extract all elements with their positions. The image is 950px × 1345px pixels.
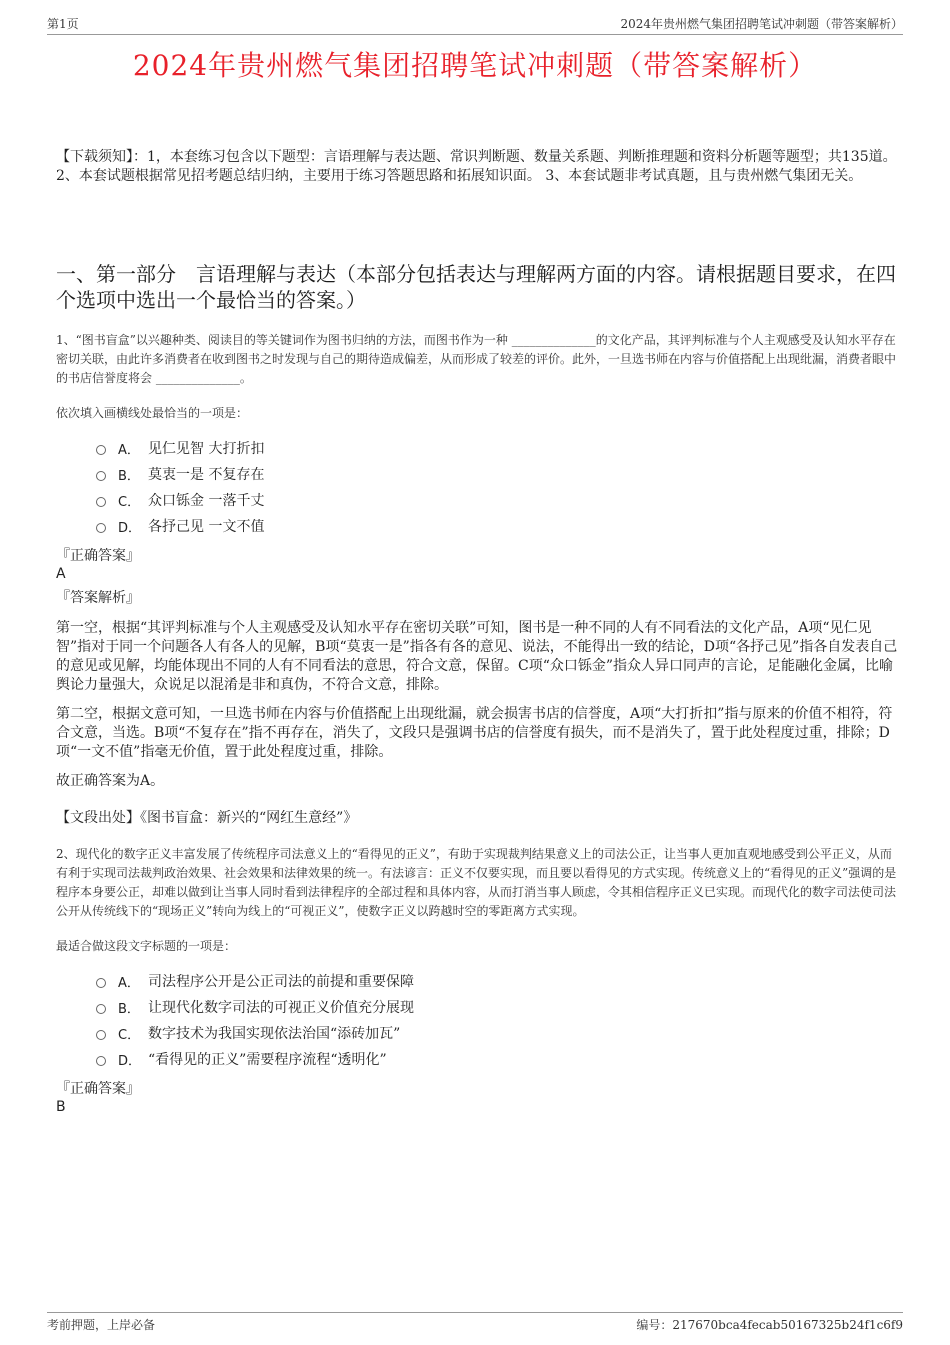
- question-text: 1、“图书盲盒”以兴趣种类、阅读目的等关键词作为图书归纳的方法，而图书作为一种 ______________的文化产品，其评判标准与个人主观感受及认知水平存在密切关联，由此许多消费者在收到图书之时发现与自己的期待造成偏差，从而形成了较差的评价。此外，一旦选书师在内容与价值搭配上出现纰漏，消费者眼中的书店信誉度将会 ______________。: [56, 333, 897, 385]
- option-list: [96, 435, 898, 539]
- radio-icon[interactable]: [96, 445, 106, 455]
- option-c[interactable]: [96, 487, 898, 513]
- analysis-paragraph: 第一空，根据“其评判标准与个人主观感受及认知水平存在密切关联”可知，图书是一种不同的人有不同看法的文化产品，A项“见仁见智”指对于同一个问题各人有各人的见解，B项“莫衷一是”指各有各的意见、说法，不能得出一致的结论，D项“各抒己见”指各自发表自己的意见或见解，均能体现出不同的人有不同看法的意思，符合文意，保留。C项“众口铄金”指众人异口同声的言论，足能融化金属，比喻舆论力量强大，众说足以混淆是非和真伪，不符合文意，排除。: [56, 620, 898, 693]
- download-notice: 【下载须知】：1，本套练习包含以下题型：言语理解与表达题、常识判断题、数量关系题、判断推理题和资料分析题等题型；共135道。 2、本套试题根据常见招考题总结归纳，主要用于练习答题思路和拓展知识面。 3、本套试题非考试真题，且与贵州燃气集团无关。: [56, 149, 897, 184]
- option-text: “看得见的正义”需要程序流程“透明化”: [148, 1052, 387, 1068]
- option-list: [96, 968, 898, 1072]
- option-d[interactable]: [96, 1046, 898, 1072]
- option-text: 司法程序公开是公正司法的前提和重要保障: [148, 974, 414, 990]
- option-letter: D．: [118, 1053, 142, 1069]
- option-letter: C．: [118, 494, 141, 510]
- radio-icon[interactable]: [96, 471, 106, 481]
- option-d[interactable]: [96, 513, 898, 539]
- option-text: 让现代化数字司法的可视正义价值充分展现: [148, 1000, 414, 1016]
- page-header: [47, 14, 903, 35]
- document-title: 2024年贵州燃气集团招聘笔试冲刺题（带答案解析）: [132, 49, 818, 82]
- option-letter: A．: [118, 442, 140, 458]
- radio-icon[interactable]: [96, 1004, 106, 1014]
- document-body: [56, 148, 898, 1122]
- option-b[interactable]: [96, 461, 898, 487]
- option-text: 见仁见智 大打折扣: [148, 441, 265, 457]
- option-a[interactable]: [96, 968, 898, 994]
- option-letter: B．: [118, 1001, 140, 1017]
- source-citation: 【文段出处】《图书盲盒：新兴的“网红生意经”》: [56, 810, 358, 826]
- option-letter: A．: [118, 975, 140, 991]
- option-text: 众口铄金 一落千丈: [148, 493, 265, 509]
- analysis-label: 『答案解析』: [56, 590, 140, 606]
- correct-answer: B: [56, 1099, 66, 1115]
- question-text: 2、现代化的数字正义丰富发展了传统程序司法意义上的“看得见的正义”，有助于实现裁判结果意义上的司法公正，让当事人更加直观地感受到公平正义，从而有利于实现司法裁判政治效果、社会效果和法律效果的统一。有法谚言：正义不仅要实现，而且要以看得见的方式实现。传统意义上的“看得见的正义”强调的是程序本身要公正，却难以做到让当事人同时看到法律程序的全部过程和具体内容，从而打消当事人顾虑，令其相信程序正义已实现。而现代化的数字司法使司法公开从传统线下的“现场正义”转向为线上的“可视正义”，使数字正义以跨越时空的零距离方式实现。: [56, 847, 897, 918]
- radio-icon[interactable]: [96, 497, 106, 507]
- document-id: 编号：217670bca4fecab50167325b24f1c6f9: [636, 1318, 903, 1332]
- footer-slogan: 考前押题，上岸必备: [47, 1318, 156, 1332]
- option-b[interactable]: [96, 994, 898, 1020]
- option-text: 各抒己见 一文不值: [148, 519, 265, 535]
- radio-icon[interactable]: [96, 523, 106, 533]
- option-letter: B．: [118, 468, 140, 484]
- radio-icon[interactable]: [96, 978, 106, 988]
- option-letter: D．: [118, 520, 142, 536]
- option-text: 莫衷一是 不复存在: [148, 467, 265, 483]
- radio-icon[interactable]: [96, 1030, 106, 1040]
- option-c[interactable]: [96, 1020, 898, 1046]
- section-title: 一、第一部分 言语理解与表达（本部分包括表达与理解两方面的内容。请根据题目要求，在四个选项中选出一个最恰当的答案。）: [56, 262, 896, 312]
- question-prompt: 最适合做这段文字标题的一项是：: [56, 939, 237, 953]
- header-doc-title: 2024年贵州燃气集团招聘笔试冲刺题（带答案解析）: [620, 17, 903, 31]
- question-prompt: 依次填入画横线处最恰当的一项是：: [56, 406, 249, 420]
- option-letter: C．: [118, 1027, 141, 1043]
- analysis-paragraph: 第二空，根据文意可知，一旦选书师在内容与价值搭配上出现纰漏，就会损害书店的信誉度，A项“大打折扣”指与原来的价值不相符，符合文意，当选。B项“不复存在”指不再存在，消失了，文段只是强调书店的信誉度有损失，而不是消失了，置于此处程度过重，排除；D项“一文不值”指毫无价值，置于此处程度过重，排除。: [56, 706, 893, 760]
- option-a[interactable]: [96, 435, 898, 461]
- page-number: 第1页: [47, 17, 79, 31]
- correct-answer: A: [56, 566, 66, 582]
- analysis-conclusion: 故正确答案为A。: [56, 773, 165, 789]
- question-1: [56, 331, 898, 827]
- page-footer: [47, 1312, 903, 1334]
- correct-answer-label: 『正确答案』: [56, 548, 140, 564]
- radio-icon[interactable]: [96, 1056, 106, 1066]
- question-2: [56, 845, 898, 1116]
- option-text: 数字技术为我国实现依法治国“添砖加瓦”: [148, 1026, 401, 1042]
- correct-answer-label: 『正确答案』: [56, 1081, 140, 1097]
